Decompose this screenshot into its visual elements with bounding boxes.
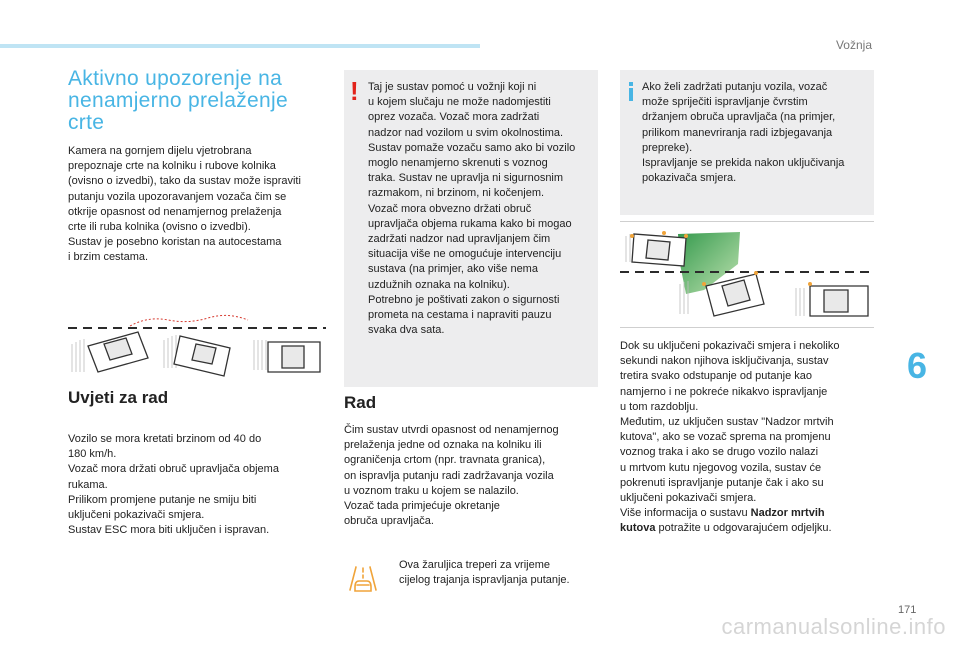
chapter-number: 6	[907, 345, 928, 386]
divider-bottom	[620, 327, 874, 328]
blind-spot-keyword: Nadzor mrtvih kutova	[620, 507, 825, 535]
lane-assist-lamp-icon	[346, 564, 380, 594]
right-body-tail: potražite u odgovarajućem odjeljku.	[655, 522, 832, 535]
warning-text: Taj je sustav pomoć u vožnji koji ni u kojem slučaju ne može nadomjestiti oprez vozača. Vozač mora zadržati nadzor nad vozilom u svim okolnostima. Sustav pomaže vozaču samo ako bi vozilo moglo nenamjerno skrenuti s voznog traka. Sustav ne upravlja ni sigurnosnim razmakom, ni brzinom, ni kočenjem. Vozač mora obvezno držati obruč upravljača objema rukama kako bi mogao zadržati nadzor nad upravljanjem čim situacija više ne omogućuje intervenciju sustava (na primjer, ako više nema uzdužnih oznaka na kolniku). Potrebno je poštivati zakon o sigurnosti prometa na cestama i napraviti pauzu svaka dva sata.	[368, 81, 576, 337]
car-lower-right	[810, 286, 868, 316]
info-box	[620, 70, 874, 215]
lane-drift-illustration	[68, 306, 326, 378]
warning-box	[344, 70, 598, 387]
page-title: Aktivno upozorenje na nenamjerno prelaženje crte	[68, 67, 288, 134]
warning-icon: !	[350, 76, 359, 106]
lane-correction-illustration	[620, 224, 874, 324]
info-text: Ako želi zadržati putanju vozila, vozač može spriječiti ispravljanje čvrstim držanjem obruča upravljača (na primjer, prilikom manevriranja radi izbjegavanja prepreke). Ispravljanje se prekida nakon uključivanja pokazivača smjera.	[642, 81, 845, 185]
car-upper	[632, 234, 686, 266]
rad-text: Čim sustav utvrdi opasnost od nenamjernog prelaženja jedne od oznaka na kolniku ili ograničenja crtom (npr. travnata granica), on ispravlja putanju radi zadržavanja vozila u voznom traku u kojem se nalazilo. Vozač tada primjećuje okretanje obruča upravljača.	[344, 424, 559, 528]
car-2	[174, 336, 230, 376]
intro-text: Kamera na gornjem dijelu vjetrobrana prepoznaje crte na kolniku i rubove kolnika (ovisno o izvedbi), tako da sustav može ispraviti putanju vozila upozoravanjem vozača čim se otkrije opasnost od nenamjernog prelaženja crte ili ruba kolnika (ovisno o izvedbi). Sustav je posebno koristan na autocestama i brzim cestama.	[68, 145, 301, 264]
car-3	[268, 342, 320, 372]
header-accent-bar	[0, 44, 480, 48]
conditions-heading: Uvjeti za rad	[68, 388, 169, 407]
right-body-main: Dok su uključeni pokazivači smjera i nekoliko sekundi nakon njihova isključivanja, sustav tretira svako odstupanje od putanje kao namjerno i ne pokreće nikakvo ispravljanje u tom razdoblju. Međutim, uz uključen sustav "Nadzor mrtvih kutova", ako se vozač sprema na promjenu voznog traka i ako se drugo vozilo nalazi u mrtvom kutu njegovog vozila, sustav će pokrenuti ispravljanje putanje čak i ako su uključeni pokazivači smjera. Više informacija o sustavu	[620, 340, 840, 520]
rad-heading: Rad	[344, 393, 377, 412]
car-1	[88, 332, 148, 372]
info-icon	[629, 88, 633, 101]
divider-top	[620, 221, 874, 222]
lamp-text: Ova žaruljica treperi za vrijeme cijelog trajanja ispravljanja putanje.	[399, 559, 570, 587]
right-body-text	[620, 339, 882, 537]
page-number: 171	[898, 604, 917, 616]
section-name: Vožnja	[835, 38, 872, 52]
watermark: carmanualsonline.info	[721, 614, 946, 639]
conditions-text: Vozilo se mora kretati brzinom od 40 do 180 km/h. Vozač mora držati obruč upravljača objema rukama. Prilikom promjene putanje ne smiju biti uključeni pokazivači smjera. Sustav ESC mora biti uključen i ispravan.	[68, 433, 279, 537]
info-icon-dot	[629, 82, 633, 86]
